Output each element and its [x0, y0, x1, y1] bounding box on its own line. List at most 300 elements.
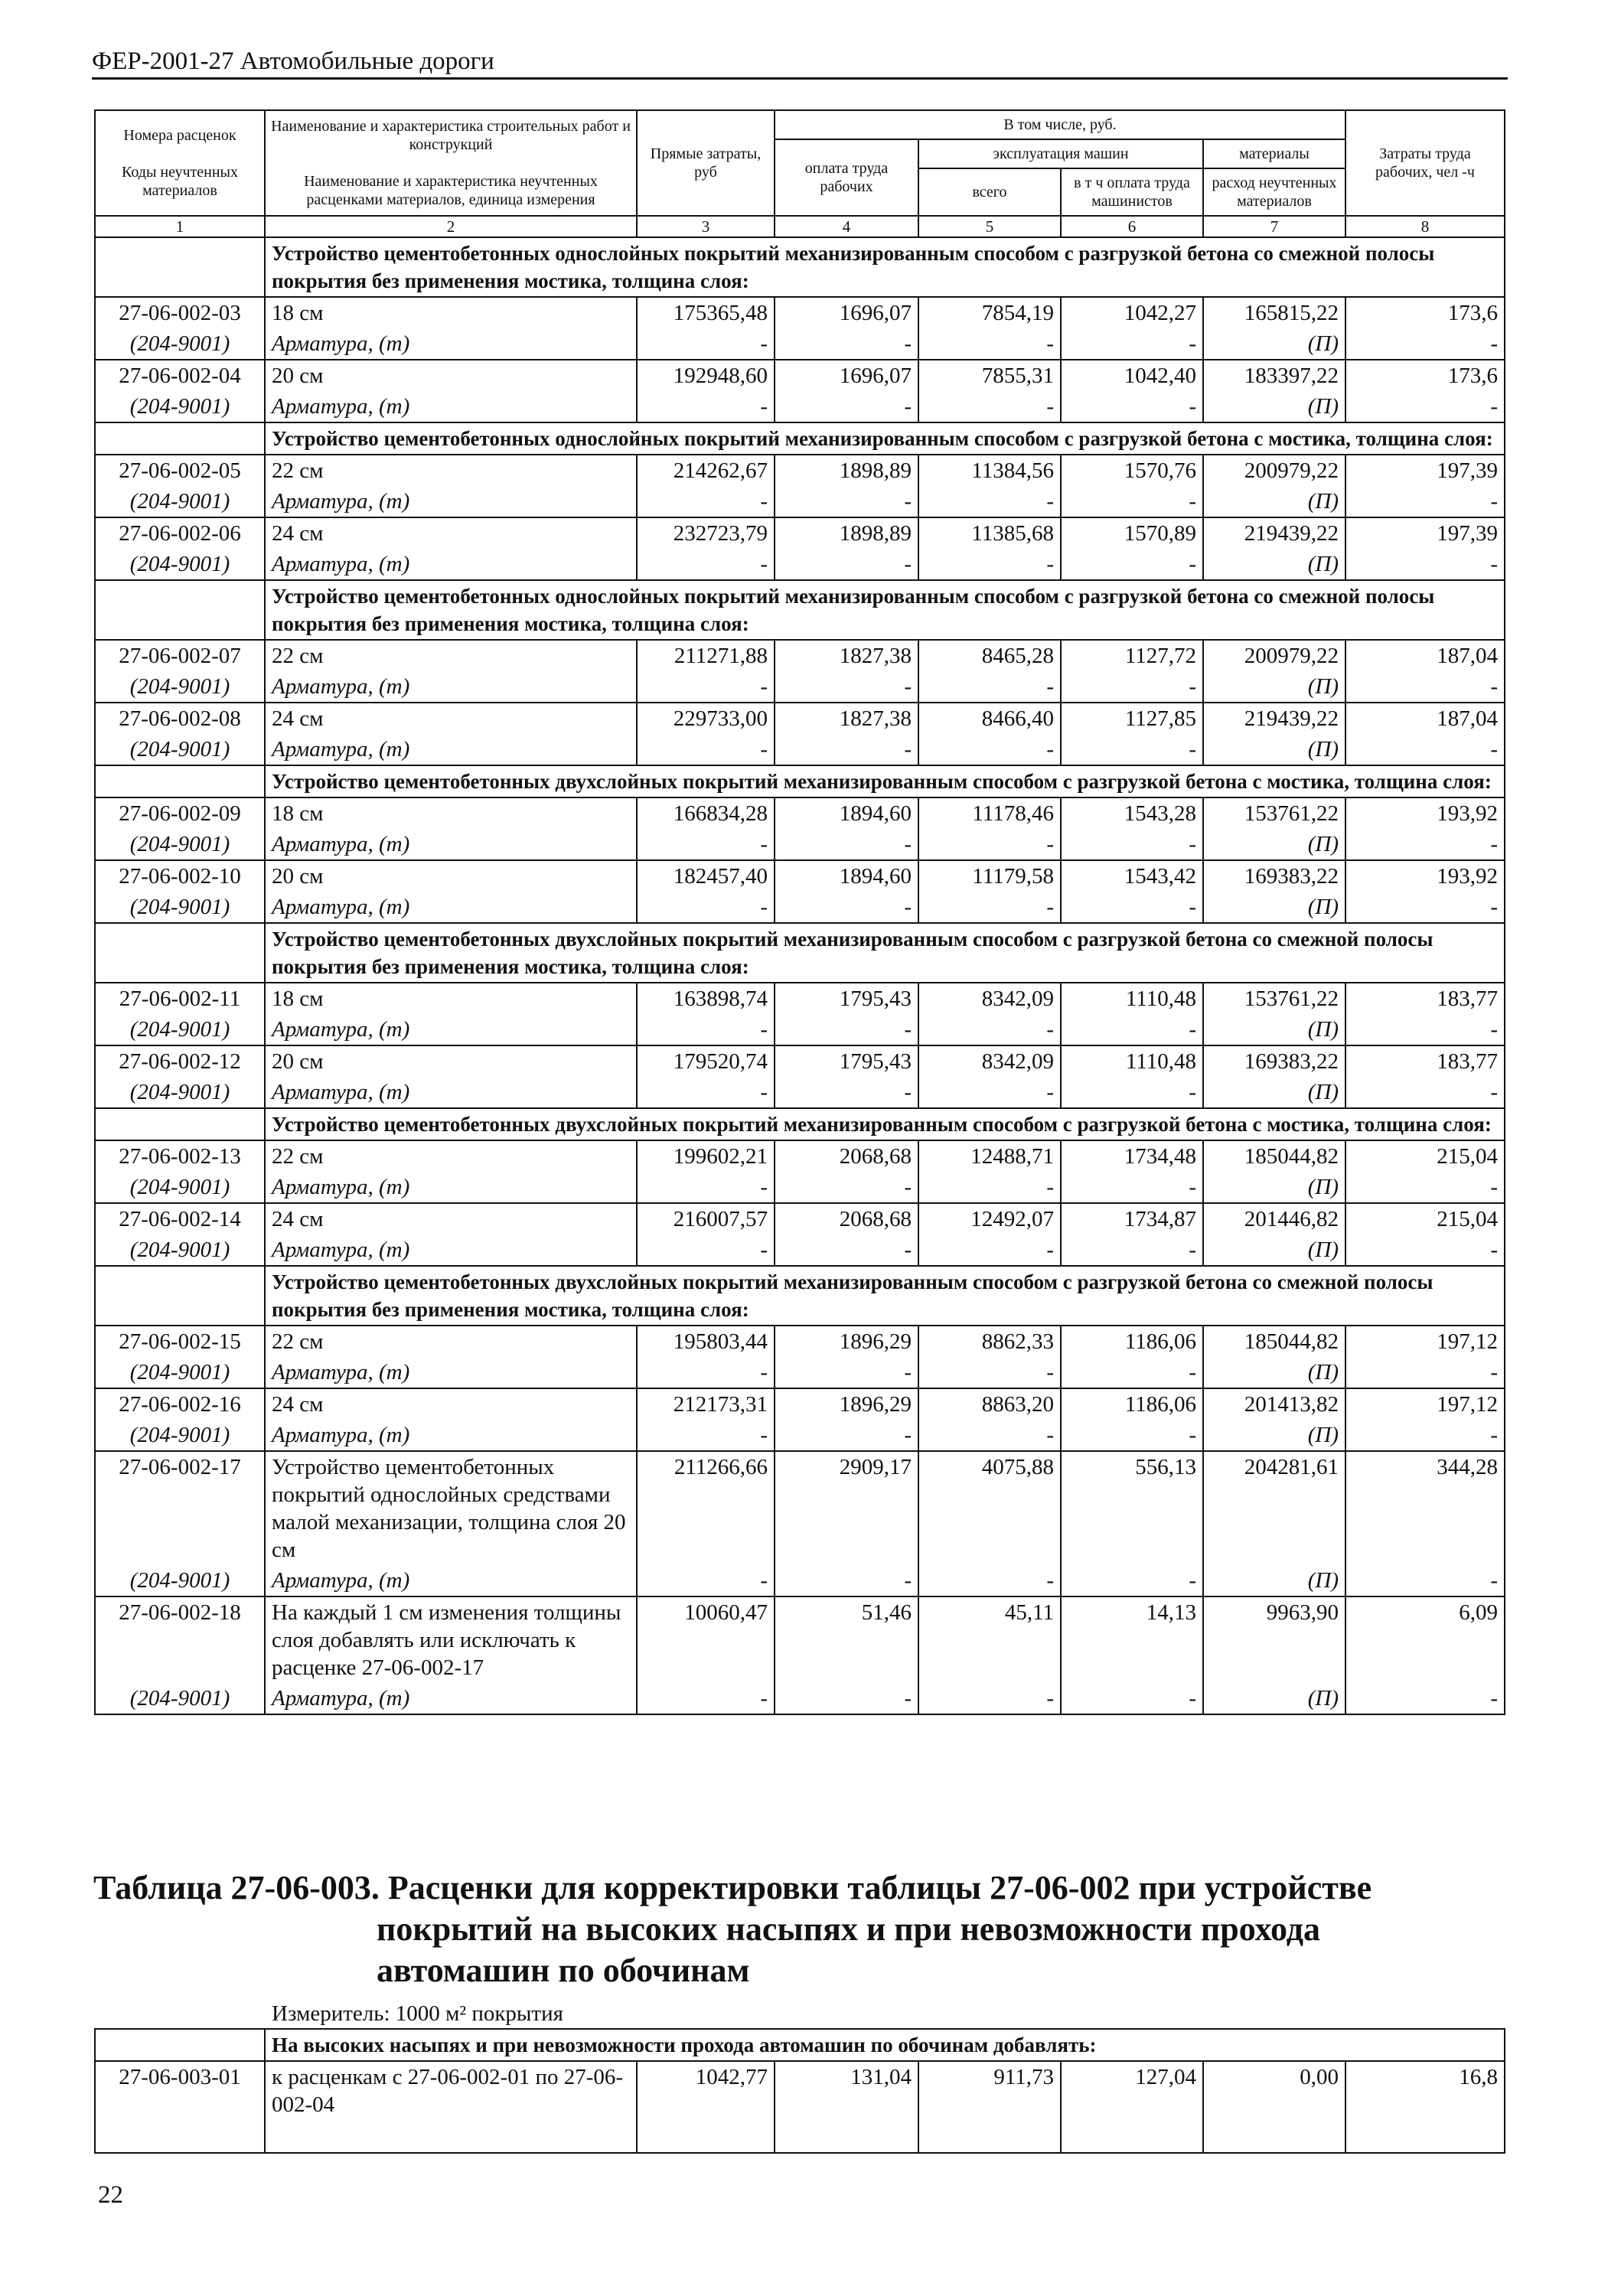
materials: 219439,22	[1203, 517, 1345, 549]
rates-table	[94, 109, 1505, 1715]
material-row	[95, 1565, 1505, 1596]
machines-total: 7855,31	[918, 360, 1061, 391]
labor-costs-material: -	[1345, 1234, 1505, 1266]
table-row	[95, 983, 1505, 1014]
col-number: 6	[1061, 216, 1203, 237]
table-row	[95, 1326, 1505, 1357]
materials: 169383,22	[1203, 1045, 1345, 1077]
labor-costs-material: -	[1345, 328, 1505, 360]
material-row	[95, 1420, 1505, 1451]
machines-total: 7854,19	[918, 297, 1061, 328]
machinists-wages-material: -	[1061, 1565, 1203, 1596]
materials-material: (П)	[1203, 1077, 1345, 1108]
wages: 1795,43	[775, 983, 918, 1014]
materials-material: (П)	[1203, 671, 1345, 703]
section-heading: Устройство цементобетонных однослойных покрытий механизированным способом с разгрузкой бетона со смежной полосы покрытия без применения мостика, толщина слоя:	[265, 580, 1505, 640]
direct-costs: 216007,57	[637, 1203, 775, 1234]
materials: 165815,22	[1203, 297, 1345, 328]
machines-total: 4075,88	[918, 1451, 1061, 1565]
col-name-header: Наименование и характеристика строительных работ и конструкций Наименование и характеристика неучтенных расценками материалов, единица измерения	[265, 110, 637, 216]
labor-costs: 6,09	[1345, 1596, 1505, 1683]
machines-total-material: -	[918, 486, 1061, 517]
machinists-wages: 1110,48	[1061, 983, 1203, 1014]
rate-code: 27-06-002-03	[95, 297, 265, 328]
materials: 201446,82	[1203, 1203, 1345, 1234]
machinists-wages-material: -	[1061, 391, 1203, 422]
materials-material: (П)	[1203, 549, 1345, 580]
section-row	[95, 422, 1505, 455]
col-number: 3	[637, 216, 775, 237]
rate-code: 27-06-002-08	[95, 703, 265, 734]
rate-code: 27-06-002-11	[95, 983, 265, 1014]
machinists-wages: 1570,89	[1061, 517, 1203, 549]
wages: 2068,68	[775, 1203, 918, 1234]
machinists-wages: 1186,06	[1061, 1388, 1203, 1420]
machines-total-material: -	[918, 1357, 1061, 1388]
section-row	[95, 1266, 1505, 1326]
machinists-wages: 1127,85	[1061, 703, 1203, 734]
section-heading: На высоких насыпях и при невозможности прохода автомашин по обочинам добавлять:	[265, 2029, 1505, 2061]
direct-costs-material: -	[637, 486, 775, 517]
material-name: Арматура, (т)	[265, 671, 637, 703]
direct-costs-material: -	[637, 1077, 775, 1108]
wages: 2909,17	[775, 1451, 918, 1565]
machines-total: 8863,20	[918, 1388, 1061, 1420]
wages: 1795,43	[775, 1045, 918, 1077]
machinists-wages: 1042,40	[1061, 360, 1203, 391]
section-row	[95, 2029, 1505, 2061]
direct-costs: 179520,74	[637, 1045, 775, 1077]
wages-material: -	[775, 1234, 918, 1266]
machinists-wages-material: -	[1061, 829, 1203, 860]
material-code: (204-9001)	[95, 391, 265, 422]
labor-costs: 173,6	[1345, 360, 1505, 391]
rate-code: 27-06-002-09	[95, 797, 265, 829]
section-spacer	[95, 422, 265, 455]
machines-total: 12488,71	[918, 1140, 1061, 1172]
labor-costs: 187,04	[1345, 640, 1505, 671]
machinists-wages: 1127,72	[1061, 640, 1203, 671]
column-number-row	[95, 216, 1505, 237]
material-name: Арматура, (т)	[265, 486, 637, 517]
material-row	[95, 1014, 1505, 1045]
material-code: (204-9001)	[95, 1234, 265, 1266]
machines-total-material: -	[918, 1077, 1061, 1108]
direct-costs: 163898,74	[637, 983, 775, 1014]
section-spacer	[95, 1266, 265, 1326]
material-row	[95, 829, 1505, 860]
materials: 153761,22	[1203, 797, 1345, 829]
machinists-wages: 556,13	[1061, 1451, 1203, 1565]
unit-of-measure: Измеритель: 1000 м² покрытия	[272, 2001, 563, 2026]
machines-total: 11384,56	[918, 455, 1061, 486]
labor-costs-material: -	[1345, 892, 1505, 923]
direct-costs: 211266,66	[637, 1451, 775, 1565]
machinists-wages-material: -	[1061, 671, 1203, 703]
material-code: (204-9001)	[95, 486, 265, 517]
material-row	[95, 671, 1505, 703]
direct-costs: 182457,40	[637, 860, 775, 892]
material-row	[95, 1234, 1505, 1266]
work-name: 24 см	[265, 517, 637, 549]
col-number: 7	[1203, 216, 1345, 237]
col-labor-header: Затраты труда рабочих, чел -ч	[1345, 110, 1505, 216]
material-row	[95, 328, 1505, 360]
work-name: На каждый 1 см изменения толщины слоя добавлять или исключать к расценке 27-06-002-17	[265, 1596, 637, 1683]
direct-costs-material: -	[637, 829, 775, 860]
materials-material: (П)	[1203, 1683, 1345, 1714]
machinists-wages-material: -	[1061, 1683, 1203, 1714]
machinists-wages: 1186,06	[1061, 1326, 1203, 1357]
material-row	[95, 1683, 1505, 1714]
page-number: 22	[98, 2181, 123, 2209]
material-name: Арматура, (т)	[265, 1014, 637, 1045]
labor-costs-material: -	[1345, 549, 1505, 580]
material-code: (204-9001)	[95, 892, 265, 923]
col-codes-header: Номера расценок Коды неучтенных материалов	[95, 110, 265, 216]
machines-total-material: -	[918, 829, 1061, 860]
machines-total-material: -	[918, 1420, 1061, 1451]
machinists-wages: 1110,48	[1061, 1045, 1203, 1077]
wages: 131,04	[775, 2061, 918, 2153]
table-row	[95, 1140, 1505, 1172]
rate-code: 27-06-002-15	[95, 1326, 265, 1357]
materials: 201413,82	[1203, 1388, 1345, 1420]
material-name: Арматура, (т)	[265, 829, 637, 860]
machines-total: 8862,33	[918, 1326, 1061, 1357]
labor-costs: 193,92	[1345, 860, 1505, 892]
material-name: Арматура, (т)	[265, 549, 637, 580]
labor-costs-material: -	[1345, 671, 1505, 703]
materials-material: (П)	[1203, 328, 1345, 360]
work-name: 18 см	[265, 797, 637, 829]
machinists-wages-material: -	[1061, 892, 1203, 923]
material-code: (204-9001)	[95, 829, 265, 860]
direct-costs: 212173,31	[637, 1388, 775, 1420]
material-row	[95, 1077, 1505, 1108]
section-heading: Устройство цементобетонных двухслойных покрытий механизированным способом с разгрузкой бетона с мостика, толщина слоя:	[265, 765, 1505, 797]
direct-costs-material: -	[637, 1234, 775, 1266]
direct-costs-material: -	[637, 1683, 775, 1714]
machinists-wages-material: -	[1061, 486, 1203, 517]
direct-costs: 232723,79	[637, 517, 775, 549]
wages-material: -	[775, 734, 918, 765]
material-code: (204-9001)	[95, 1420, 265, 1451]
wages-material: -	[775, 671, 918, 703]
materials-material: (П)	[1203, 1357, 1345, 1388]
material-row	[95, 892, 1505, 923]
table-row	[95, 1388, 1505, 1420]
table-row	[95, 517, 1505, 549]
labor-costs-material: -	[1345, 829, 1505, 860]
direct-costs-material: -	[637, 1357, 775, 1388]
machinists-wages-material: -	[1061, 549, 1203, 580]
machinists-wages: 1543,42	[1061, 860, 1203, 892]
material-row	[95, 1172, 1505, 1203]
materials: 9963,90	[1203, 1596, 1345, 1683]
col-materials-header: материалы	[1203, 139, 1345, 168]
col-number: 5	[918, 216, 1061, 237]
rate-code: 27-06-002-05	[95, 455, 265, 486]
direct-costs: 214262,67	[637, 455, 775, 486]
section-heading: Устройство цементобетонных однослойных покрытий механизированным способом с разгрузкой бетона со смежной полосы покрытия без применения мостика, толщина слоя:	[265, 237, 1505, 297]
table-row	[95, 2061, 1505, 2153]
labor-costs: 16,8	[1345, 2061, 1505, 2153]
labor-costs: 183,77	[1345, 1045, 1505, 1077]
wages: 1894,60	[775, 860, 918, 892]
material-code: (204-9001)	[95, 1077, 265, 1108]
wages: 1827,38	[775, 703, 918, 734]
machines-total-material: -	[918, 1172, 1061, 1203]
machinists-wages: 1543,28	[1061, 797, 1203, 829]
material-name: Арматура, (т)	[265, 1420, 637, 1451]
section-row	[95, 237, 1505, 297]
material-code: (204-9001)	[95, 1565, 265, 1596]
machinists-wages-material: -	[1061, 1420, 1203, 1451]
rate-code: 27-06-002-17	[95, 1451, 265, 1565]
machines-total-material: -	[918, 1683, 1061, 1714]
labor-costs: 197,39	[1345, 455, 1505, 486]
machines-total-material: -	[918, 391, 1061, 422]
table-row	[95, 455, 1505, 486]
labor-costs: 215,04	[1345, 1140, 1505, 1172]
labor-costs: 183,77	[1345, 983, 1505, 1014]
material-row	[95, 486, 1505, 517]
machines-total-material: -	[918, 1565, 1061, 1596]
section-heading: Устройство цементобетонных двухслойных покрытий механизированным способом с разгрузкой бетона со смежной полосы покрытия без применения мостика, толщина слоя:	[265, 1266, 1505, 1326]
materials-material: (П)	[1203, 486, 1345, 517]
material-name: Арматура, (т)	[265, 1077, 637, 1108]
materials: 169383,22	[1203, 860, 1345, 892]
table-row	[95, 1045, 1505, 1077]
rate-code: 27-06-002-10	[95, 860, 265, 892]
section-spacer	[95, 237, 265, 297]
wages-material: -	[775, 1014, 918, 1045]
rate-code: 27-06-002-13	[95, 1140, 265, 1172]
work-name: к расценкам с 27-06-002-01 по 27-06-002-04	[265, 2061, 637, 2153]
work-name: 24 см	[265, 1388, 637, 1420]
direct-costs-material: -	[637, 328, 775, 360]
machinists-wages-material: -	[1061, 734, 1203, 765]
materials-material: (П)	[1203, 829, 1345, 860]
labor-costs-material: -	[1345, 1420, 1505, 1451]
work-name: 22 см	[265, 1140, 637, 1172]
section-row	[95, 923, 1505, 983]
labor-costs-material: -	[1345, 1683, 1505, 1714]
material-row	[95, 391, 1505, 422]
materials: 0,00	[1203, 2061, 1345, 2153]
section-row	[95, 765, 1505, 797]
machinists-wages-material: -	[1061, 1014, 1203, 1045]
materials: 153761,22	[1203, 983, 1345, 1014]
labor-costs: 193,92	[1345, 797, 1505, 829]
wages: 51,46	[775, 1596, 918, 1683]
material-name: Арматура, (т)	[265, 892, 637, 923]
section-heading: Устройство цементобетонных однослойных покрытий механизированным способом с разгрузкой бетона с мостика, толщина слоя:	[265, 422, 1505, 455]
direct-costs-material: -	[637, 1172, 775, 1203]
material-code: (204-9001)	[95, 328, 265, 360]
labor-costs: 197,12	[1345, 1388, 1505, 1420]
labor-costs: 197,39	[1345, 517, 1505, 549]
material-code: (204-9001)	[95, 549, 265, 580]
labor-costs-material: -	[1345, 486, 1505, 517]
labor-costs: 344,28	[1345, 1451, 1505, 1565]
materials: 183397,22	[1203, 360, 1345, 391]
direct-costs-material: -	[637, 671, 775, 703]
materials-material: (П)	[1203, 892, 1345, 923]
section-heading: Устройство цементобетонных двухслойных покрытий механизированным способом с разгрузкой бетона с мостика, толщина слоя:	[265, 1108, 1505, 1140]
materials-material: (П)	[1203, 734, 1345, 765]
material-name: Арматура, (т)	[265, 1683, 637, 1714]
machinists-wages: 1042,27	[1061, 297, 1203, 328]
material-name: Арматура, (т)	[265, 1565, 637, 1596]
materials: 185044,82	[1203, 1326, 1345, 1357]
material-row	[95, 1357, 1505, 1388]
section-spacer	[95, 1108, 265, 1140]
wages-material: -	[775, 1172, 918, 1203]
col-direct-costs-header: Прямые затраты, руб	[637, 110, 775, 216]
material-name: Арматура, (т)	[265, 391, 637, 422]
rate-code: 27-06-002-07	[95, 640, 265, 671]
materials-material: (П)	[1203, 391, 1345, 422]
labor-costs-material: -	[1345, 734, 1505, 765]
material-name: Арматура, (т)	[265, 1357, 637, 1388]
table-row	[95, 860, 1505, 892]
rate-code: 27-06-002-14	[95, 1203, 265, 1234]
col-machines-total-header: всего	[918, 168, 1061, 216]
labor-costs-material: -	[1345, 1565, 1505, 1596]
labor-costs-material: -	[1345, 391, 1505, 422]
wages-material: -	[775, 1420, 918, 1451]
materials-material: (П)	[1203, 1234, 1345, 1266]
wages: 1696,07	[775, 360, 918, 391]
wages-material: -	[775, 829, 918, 860]
rate-code: 27-06-002-18	[95, 1596, 265, 1683]
materials: 219439,22	[1203, 703, 1345, 734]
section-spacer	[95, 580, 265, 640]
labor-costs-material: -	[1345, 1357, 1505, 1388]
table-row	[95, 1203, 1505, 1234]
material-name: Арматура, (т)	[265, 734, 637, 765]
machinists-wages-material: -	[1061, 1234, 1203, 1266]
machinists-wages-material: -	[1061, 1172, 1203, 1203]
direct-costs: 166834,28	[637, 797, 775, 829]
table-27-06-003-title: Таблица 27-06-003. Расценки для корректировки таблицы 27-06-002 при устройстве покрытий на высоких насыпях и при невозможности прохода автомашин по обочинам	[93, 1869, 1372, 1989]
machinists-wages: 1734,48	[1061, 1140, 1203, 1172]
work-name: 22 см	[265, 640, 637, 671]
section-row	[95, 1108, 1505, 1140]
machinists-wages-material: -	[1061, 328, 1203, 360]
material-code: (204-9001)	[95, 1357, 265, 1388]
direct-costs-material: -	[637, 734, 775, 765]
materials: 200979,22	[1203, 455, 1345, 486]
wages: 1827,38	[775, 640, 918, 671]
machinists-wages-material: -	[1061, 1077, 1203, 1108]
section-spacer	[95, 923, 265, 983]
machines-total: 8465,28	[918, 640, 1061, 671]
work-name: 20 см	[265, 1045, 637, 1077]
wages-material: -	[775, 549, 918, 580]
machines-total-material: -	[918, 328, 1061, 360]
materials: 185044,82	[1203, 1140, 1345, 1172]
materials-material: (П)	[1203, 1565, 1345, 1596]
page-header: ФЕР-2001-27 Автомобильные дороги	[92, 47, 1508, 80]
machines-total: 12492,07	[918, 1203, 1061, 1234]
material-row	[95, 734, 1505, 765]
col-wages-header: оплата труда рабочих	[775, 139, 918, 216]
machines-total: 11385,68	[918, 517, 1061, 549]
col-number: 2	[265, 216, 637, 237]
materials-material: (П)	[1203, 1014, 1345, 1045]
direct-costs: 1042,77	[637, 2061, 775, 2153]
work-name: 18 см	[265, 983, 637, 1014]
materials-material: (П)	[1203, 1420, 1345, 1451]
material-code: (204-9001)	[95, 734, 265, 765]
machines-total-material: -	[918, 671, 1061, 703]
wages-material: -	[775, 1565, 918, 1596]
material-row	[95, 549, 1505, 580]
work-name: 24 см	[265, 1203, 637, 1234]
machinists-wages: 1734,87	[1061, 1203, 1203, 1234]
machines-total-material: -	[918, 734, 1061, 765]
labor-costs: 173,6	[1345, 297, 1505, 328]
direct-costs: 211271,88	[637, 640, 775, 671]
direct-costs-material: -	[637, 1565, 775, 1596]
wages-material: -	[775, 892, 918, 923]
col-number: 1	[95, 216, 265, 237]
direct-costs-material: -	[637, 549, 775, 580]
col-incl-header: В том числе, руб.	[775, 110, 1345, 139]
direct-costs: 229733,00	[637, 703, 775, 734]
table-27-06-003	[94, 2028, 1505, 2154]
wages-material: -	[775, 1357, 918, 1388]
direct-costs: 192948,60	[637, 360, 775, 391]
table-row	[95, 360, 1505, 391]
wages-material: -	[775, 328, 918, 360]
machines-total-material: -	[918, 1014, 1061, 1045]
table-row	[95, 297, 1505, 328]
direct-costs-material: -	[637, 391, 775, 422]
labor-costs: 215,04	[1345, 1203, 1505, 1234]
machines-total-material: -	[918, 1234, 1061, 1266]
machinists-wages: 1570,76	[1061, 455, 1203, 486]
machines-total: 8342,09	[918, 983, 1061, 1014]
machinists-wages-material: -	[1061, 1357, 1203, 1388]
wages: 1696,07	[775, 297, 918, 328]
col-materials-use-header: расход неучтенных материалов	[1203, 168, 1345, 216]
wages: 1898,89	[775, 517, 918, 549]
direct-costs: 199602,21	[637, 1140, 775, 1172]
material-code: (204-9001)	[95, 671, 265, 703]
machinists-wages: 14,13	[1061, 1596, 1203, 1683]
wages-material: -	[775, 1683, 918, 1714]
table-row	[95, 703, 1505, 734]
wages-material: -	[775, 391, 918, 422]
materials-material: (П)	[1203, 1172, 1345, 1203]
table-row	[95, 1596, 1505, 1683]
direct-costs: 175365,48	[637, 297, 775, 328]
rate-code: 27-06-002-06	[95, 517, 265, 549]
wages: 1896,29	[775, 1388, 918, 1420]
labor-costs-material: -	[1345, 1014, 1505, 1045]
labor-costs-material: -	[1345, 1172, 1505, 1203]
work-name: 24 см	[265, 703, 637, 734]
direct-costs-material: -	[637, 892, 775, 923]
machines-total: 8342,09	[918, 1045, 1061, 1077]
rate-code: 27-06-002-04	[95, 360, 265, 391]
direct-costs-material: -	[637, 1420, 775, 1451]
wages-material: -	[775, 486, 918, 517]
